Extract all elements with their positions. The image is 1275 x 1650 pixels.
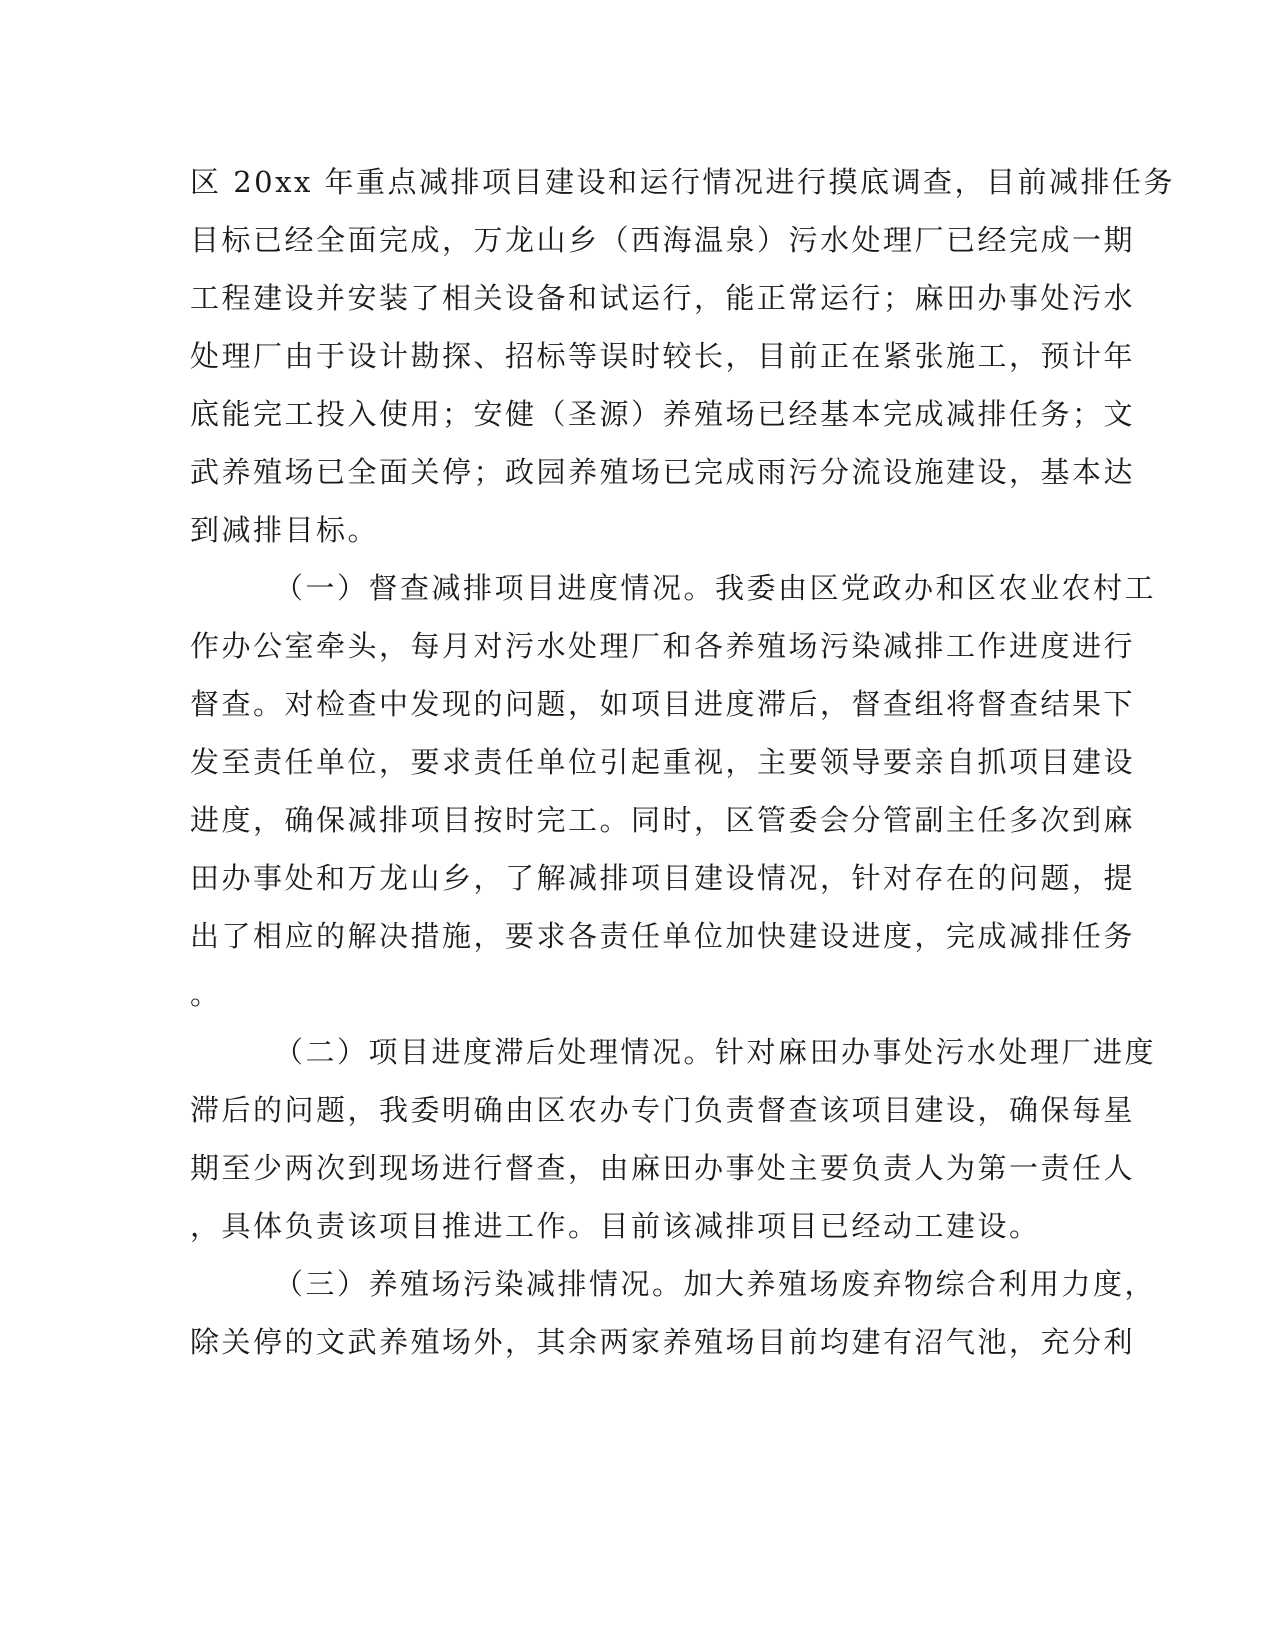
text-line: 武养殖场已全面关停；政园养殖场已完成雨污分流设施建设，基本达	[190, 455, 1136, 489]
text-line: 除关停的文武养殖场外，其余两家养殖场目前均建有沼气池，充分利	[190, 1325, 1136, 1359]
text-line: 期至少两次到现场进行督查，由麻田办事处主要负责人为第一责任人	[190, 1151, 1136, 1185]
section-heading-1-line: （一）督查减排项目进度情况。我委由区党政办和区农业农村工	[274, 571, 1157, 605]
text-line: 底能完工投入使用；安健（圣源）养殖场已经基本完成减排任务；文	[190, 397, 1136, 431]
text-line: 出了相应的解决措施，要求各责任单位加快建设进度，完成减排任务	[190, 919, 1136, 953]
text-line: 处理厂由于设计勘探、招标等误时较长，目前正在紧张施工，预计年	[190, 339, 1136, 373]
text-line: 作办公室牵头，每月对污水处理厂和各养殖场污染减排工作进度进行	[190, 629, 1136, 663]
text-line: 目标已经全面完成，万龙山乡（西海温泉）污水处理厂已经完成一期	[190, 223, 1136, 257]
text-line: 发至责任单位，要求责任单位引起重视，主要领导要亲自抓项目建设	[190, 745, 1136, 779]
text-line: 滞后的问题，我委明确由区农办专门负责督查该项目建设，确保每星	[190, 1093, 1136, 1127]
text-line: 进度，确保减排项目按时完工。同时，区管委会分管副主任多次到麻	[190, 803, 1136, 837]
text-line: ，具体负责该项目推进工作。目前该减排项目已经动工建设。	[190, 1209, 1041, 1243]
section-heading-2-line: （二）项目进度滞后处理情况。针对麻田办事处污水处理厂进度	[274, 1035, 1157, 1069]
text-line: 区 20xx 年重点减排项目建设和运行情况进行摸底调查，目前减排任务	[190, 165, 1176, 199]
text-line: 。	[190, 977, 222, 1011]
text-line: 督查。对检查中发现的问题，如项目进度滞后，督查组将督查结果下	[190, 687, 1136, 721]
section-heading-3-line: （三）养殖场污染减排情况。加大养殖场废弃物综合利用力度，	[274, 1267, 1157, 1301]
text-line: 田办事处和万龙山乡，了解减排项目建设情况，针对存在的问题，提	[190, 861, 1136, 895]
text-line: 工程建设并安装了相关设备和试运行，能正常运行；麻田办事处污水	[190, 281, 1136, 315]
text-line: 到减排目标。	[190, 513, 380, 547]
